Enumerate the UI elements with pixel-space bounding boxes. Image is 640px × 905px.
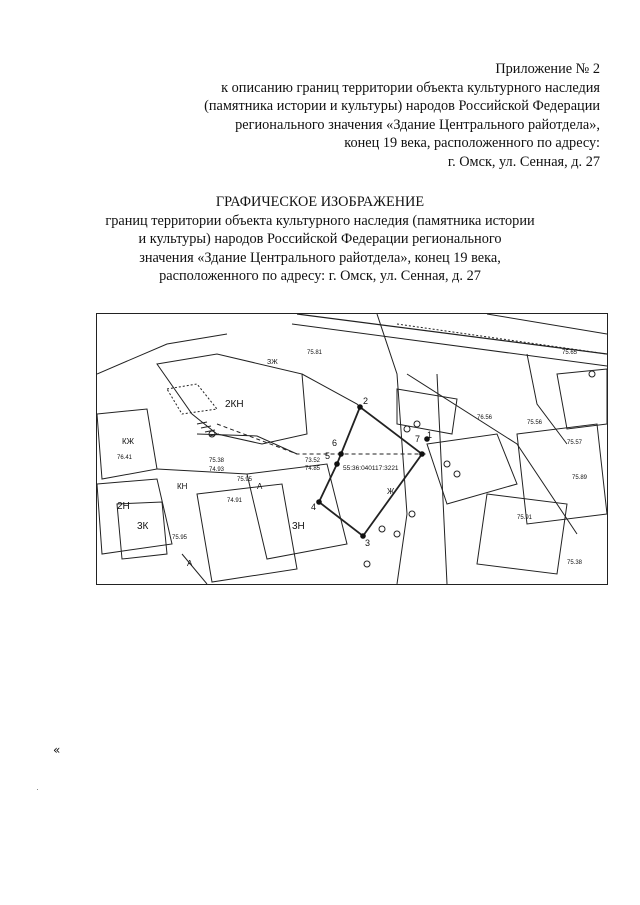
elevation-label: 76.56 [477,415,493,421]
elevation-label: 74.85 [305,466,321,472]
point-label: 7 [415,434,421,444]
elevation-label: 75.95 [172,535,188,541]
elevation-label: 73.52 [305,458,321,464]
point-label: 6 [332,438,338,448]
point-label: 1 [427,430,433,440]
cadastral-map [96,313,608,585]
title-line: значения «Здание Центрального райотдела», конец 19 века, [139,249,501,266]
cadastral-number: 55:36:040117:3221 [343,465,399,472]
building-label: 2Н [117,501,130,512]
point-label: 3 [365,538,371,548]
annex-line: (памятника истории и культуры) народов Российской Федерации [204,98,600,115]
building-label: А [257,482,263,491]
elevation-label: 75.95 [237,477,253,483]
point-label: 5 [325,451,331,461]
building-label: А [187,559,193,568]
elevation-label: 76.41 [117,455,133,461]
building-label: 2КН [225,399,244,410]
elevation-label: 75.57 [567,440,583,446]
title-line: и культуры) народов Российской Федерации регионального [138,231,502,248]
elevation-label: 75.56 [527,420,543,426]
annex-line: г. Омск, ул. Сенная, д. 27 [447,153,600,170]
stray-mark: « [53,743,61,757]
annex-line: конец 19 века, расположенного по адресу: [344,135,600,152]
elevation-label: 75.38 [209,458,225,464]
scan-speck [37,789,38,790]
elevation-label: 74.91 [227,498,243,504]
elevation-label: 75.89 [572,475,588,481]
building-label: Ж [387,487,395,496]
elevation-label: 75.81 [307,350,323,356]
elevation-label: 75.91 [517,515,533,521]
map-drawing [97,314,607,584]
building-label: КЖ [122,437,135,446]
elevation-label: 74.93 [209,467,225,473]
building-label: 3К [137,521,149,532]
elevation-label: 75.38 [567,560,583,566]
title-heading: ГРАФИЧЕСКОЕ ИЗОБРАЖЕНИЕ [215,194,425,210]
point-label: 4 [311,502,317,512]
document-title [40,193,600,286]
annex-line: Приложение № 2 [495,61,600,77]
point-label: 2 [363,396,369,406]
annex-line: к описанию границ территории объекта культурного наследия [221,79,600,96]
building-label: ЗЖ [267,359,278,366]
building-label: КН [177,482,188,491]
title-line: границ территории объекта культурного наследия (памятника истории [105,212,535,229]
elevation-label: 75.65 [562,350,578,356]
building-label: 3Н [292,521,305,532]
title-line: расположенного по адресу: г. Омск, ул. Сенная, д. 27 [159,268,481,285]
annex-header [80,60,600,172]
annex-line: регионального значения «Здание Центрального райотдела», [235,116,600,133]
